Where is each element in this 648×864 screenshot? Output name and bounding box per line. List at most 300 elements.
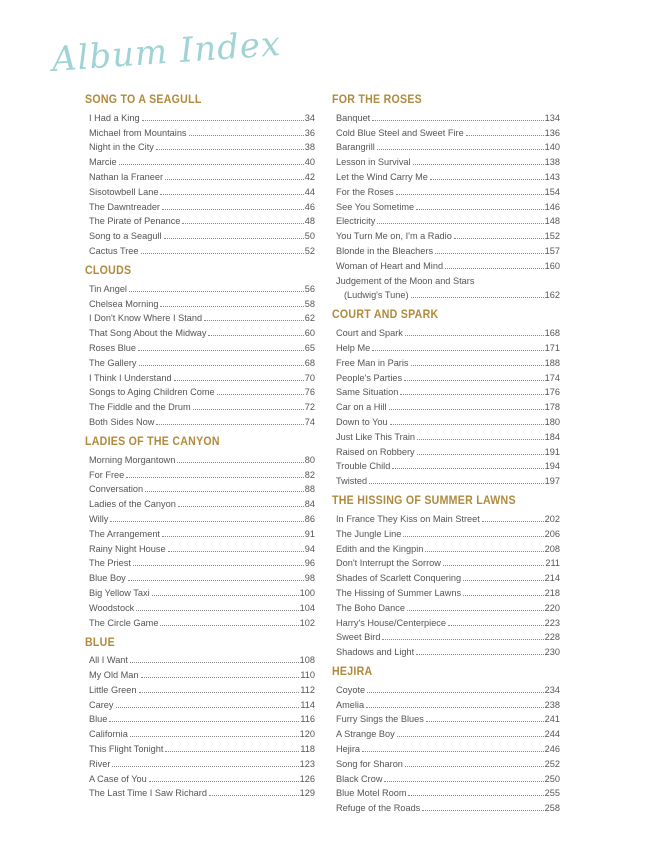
song-title: A Strange Boy xyxy=(336,729,395,740)
album-section-blue xyxy=(85,635,315,800)
song-entry xyxy=(332,242,560,257)
album-section-the-hissing-of-summer-lawns xyxy=(332,493,560,658)
song-title: The Arrangement xyxy=(89,528,160,539)
song-title: Shades of Scarlett Conquering xyxy=(336,573,462,584)
song-title: Blonde in the Bleachers xyxy=(336,245,434,256)
song-entry xyxy=(85,354,315,369)
page-number: 258 xyxy=(544,803,560,814)
page-number: 143 xyxy=(544,171,560,182)
song-title: Sisotowbell Lane xyxy=(89,186,159,197)
page-number: 104 xyxy=(299,602,315,613)
dot-leader xyxy=(178,506,304,507)
page-number: 250 xyxy=(544,773,560,784)
song-entry xyxy=(332,443,560,458)
album-heading: THE HISSING OF SUMMER LAWNS xyxy=(332,495,516,508)
song-entry xyxy=(332,198,560,213)
song-title: Let the Wind Carry Me xyxy=(336,171,428,182)
song-entry xyxy=(332,711,560,726)
song-entry xyxy=(85,614,315,629)
song-entry xyxy=(332,696,560,711)
song-entry xyxy=(332,139,560,154)
song-entry xyxy=(85,227,315,242)
song-entry xyxy=(332,725,560,740)
song-entry xyxy=(332,770,560,785)
page-number: 129 xyxy=(299,788,315,799)
song-entry xyxy=(85,413,315,428)
page-number: 34 xyxy=(304,112,315,123)
page-number: 56 xyxy=(304,283,315,294)
page-number: 86 xyxy=(304,513,315,524)
dot-leader xyxy=(152,595,299,596)
song-title: See You Sometime xyxy=(336,201,415,212)
page-number: 171 xyxy=(544,342,560,353)
dot-leader xyxy=(400,394,543,395)
song-title: The Gallery xyxy=(89,357,137,368)
song-entry xyxy=(85,153,315,168)
dot-leader xyxy=(116,707,300,708)
song-title: Harry's House/Centerpiece xyxy=(336,617,447,628)
song-title: The Boho Dance xyxy=(336,602,405,613)
song-title: Help Me xyxy=(336,342,371,353)
page-number: 152 xyxy=(544,231,560,242)
dot-leader xyxy=(425,551,543,552)
page-number: 230 xyxy=(544,647,560,658)
song-title: Just Like This Train xyxy=(336,431,415,442)
song-entry xyxy=(332,153,560,168)
song-entry xyxy=(85,280,315,295)
dot-leader xyxy=(208,335,303,336)
song-entry xyxy=(85,168,315,183)
page-number: 118 xyxy=(300,744,315,755)
dot-leader xyxy=(390,424,544,425)
page-number: 112 xyxy=(300,684,315,695)
song-entry xyxy=(332,339,560,354)
dot-leader xyxy=(367,692,544,693)
song-entry xyxy=(85,339,315,354)
song-title: The Last Time I Saw Richard xyxy=(89,788,207,799)
album-heading: LADIES OF THE CANYON xyxy=(85,435,220,448)
page-number: 114 xyxy=(300,699,315,710)
dot-leader xyxy=(482,521,544,522)
song-title: You Turn Me on, I'm a Radio xyxy=(336,231,452,242)
dot-leader xyxy=(130,736,299,737)
song-entry xyxy=(85,139,315,154)
song-title: Ladies of the Canyon xyxy=(89,499,176,510)
page-number: 74 xyxy=(304,416,315,427)
song-entry xyxy=(332,398,560,413)
song-title: Court and Spark xyxy=(336,328,403,339)
song-title: Blue Motel Room xyxy=(336,788,407,799)
page-number: 238 xyxy=(544,699,560,710)
page-number: 214 xyxy=(544,573,560,584)
song-title: Rainy Night House xyxy=(89,543,166,554)
song-title: Tin Angel xyxy=(89,283,127,294)
page-number: 234 xyxy=(544,684,560,695)
page-number: 191 xyxy=(544,446,560,457)
album-section-clouds xyxy=(85,263,315,428)
song-entry xyxy=(85,725,315,740)
song-title: Down to You xyxy=(336,416,388,427)
album-heading: COURT AND SPARK xyxy=(332,309,439,322)
page-number: 188 xyxy=(544,357,560,368)
dot-leader xyxy=(162,209,304,210)
page-number: 228 xyxy=(544,632,560,643)
dot-leader xyxy=(443,565,544,566)
page-number: 52 xyxy=(304,245,315,256)
song-entry xyxy=(85,555,315,570)
page-number: 157 xyxy=(544,245,560,256)
page-number: 110 xyxy=(300,670,315,681)
page-number: 98 xyxy=(304,573,315,584)
song-title: Free Man in Paris xyxy=(336,357,409,368)
page-number: 252 xyxy=(544,758,560,769)
page-number: 176 xyxy=(544,387,560,398)
page-number: 76 xyxy=(304,387,315,398)
song-entry xyxy=(332,354,560,369)
song-entry xyxy=(85,324,315,339)
song-entry xyxy=(85,540,315,555)
dot-leader xyxy=(112,766,298,767)
dot-leader xyxy=(416,209,544,210)
left-column xyxy=(85,92,315,805)
page-number: 180 xyxy=(544,416,560,427)
page-number: 218 xyxy=(544,587,560,598)
song-entry xyxy=(85,398,315,413)
dot-leader xyxy=(404,380,544,381)
song-entry xyxy=(85,242,315,257)
page-number: 136 xyxy=(544,127,560,138)
song-entry xyxy=(85,510,315,525)
song-title: Car on a Hill xyxy=(336,402,387,413)
page-number: 91 xyxy=(304,528,315,539)
song-title: Blue xyxy=(89,714,108,725)
album-section-court-and-spark xyxy=(332,307,560,487)
dot-leader xyxy=(156,424,303,425)
dot-leader xyxy=(362,751,544,752)
page-number: 94 xyxy=(304,543,315,554)
album-heading: FOR THE ROSES xyxy=(332,94,423,106)
dot-leader xyxy=(408,795,543,796)
dot-leader xyxy=(372,120,543,121)
dot-leader xyxy=(407,610,544,611)
page-number: 40 xyxy=(304,157,315,168)
song-title-continued: (Ludwig's Tune) xyxy=(344,290,409,301)
song-title: Trouble Child xyxy=(336,461,391,472)
dot-leader xyxy=(138,350,304,351)
dot-leader xyxy=(139,365,304,366)
song-entry xyxy=(332,227,560,242)
song-title: River xyxy=(89,758,111,769)
song-entry xyxy=(332,109,560,124)
song-title: Furry Sings the Blues xyxy=(336,714,424,725)
song-title: Edith and the Kingpin xyxy=(336,543,424,554)
page-number: 123 xyxy=(299,758,315,769)
dot-leader xyxy=(377,149,544,150)
dot-leader xyxy=(372,350,543,351)
song-title: Judgement of the Moon and Stars xyxy=(336,275,475,286)
album-section-hejira xyxy=(332,664,560,814)
dot-leader xyxy=(149,781,299,782)
page-number: 146 xyxy=(544,201,560,212)
song-title: Song for Sharon xyxy=(336,758,403,769)
song-entry xyxy=(332,272,560,287)
dot-leader xyxy=(422,810,543,811)
song-entry xyxy=(85,755,315,770)
dot-leader xyxy=(454,238,544,239)
song-title: Electricity xyxy=(336,216,376,227)
page-number: 108 xyxy=(299,655,315,666)
dot-leader xyxy=(384,781,543,782)
song-entry xyxy=(85,525,315,540)
dot-leader xyxy=(448,625,544,626)
dot-leader xyxy=(369,483,544,484)
song-entry xyxy=(332,614,560,629)
dot-leader xyxy=(392,468,543,469)
dot-leader xyxy=(204,320,304,321)
dot-leader xyxy=(165,179,304,180)
dot-leader xyxy=(160,194,303,195)
dot-leader xyxy=(405,766,544,767)
dot-leader xyxy=(411,297,544,298)
song-title: Cold Blue Steel and Sweet Fire xyxy=(336,127,464,138)
song-entry xyxy=(332,384,560,399)
dot-leader xyxy=(128,580,304,581)
song-title: Refuge of the Roads xyxy=(336,803,421,814)
dot-leader xyxy=(426,721,544,722)
dot-leader xyxy=(463,595,544,596)
song-title: People's Parties xyxy=(336,372,403,383)
song-entry xyxy=(85,599,315,614)
song-title: Morning Morgantown xyxy=(89,454,176,465)
dot-leader xyxy=(162,536,304,537)
song-title: The Dawntreader xyxy=(89,201,160,212)
page-number: 36 xyxy=(304,127,315,138)
page-number: 100 xyxy=(299,587,315,598)
dot-leader xyxy=(160,306,303,307)
song-entry xyxy=(332,799,560,814)
dot-leader xyxy=(165,751,299,752)
song-entry xyxy=(332,569,560,584)
song-entry xyxy=(332,168,560,183)
dot-leader xyxy=(136,610,298,611)
dot-leader xyxy=(405,335,544,336)
song-title: The Hissing of Summer Lawns xyxy=(336,587,462,598)
page-number: 168 xyxy=(544,328,560,339)
page-number: 120 xyxy=(299,729,315,740)
song-title: Hejira xyxy=(336,744,360,755)
page-number: 46 xyxy=(304,201,315,212)
page-number: 38 xyxy=(304,142,315,153)
song-entry xyxy=(85,481,315,496)
page-number: 211 xyxy=(545,558,560,569)
song-title: Blue Boy xyxy=(89,573,126,584)
song-title: Marcie xyxy=(89,157,117,168)
song-entry xyxy=(85,109,315,124)
dot-leader xyxy=(177,462,303,463)
song-title: Lesson in Survival xyxy=(336,157,411,168)
song-title: Willy xyxy=(89,513,109,524)
song-title: For Free xyxy=(89,469,125,480)
dot-leader xyxy=(182,223,303,224)
dot-leader xyxy=(189,135,304,136)
dot-leader xyxy=(416,654,544,655)
dot-leader xyxy=(389,409,544,410)
dot-leader xyxy=(377,223,543,224)
song-title: Song to a Seagull xyxy=(89,231,162,242)
song-entry xyxy=(85,310,315,325)
song-title: Big Yellow Taxi xyxy=(89,587,150,598)
dot-leader xyxy=(168,551,304,552)
album-section-ladies-of-the-canyon xyxy=(85,434,315,629)
page-number: 255 xyxy=(544,788,560,799)
song-entry xyxy=(332,510,560,525)
song-title: My Old Man xyxy=(89,670,139,681)
page-number: 140 xyxy=(544,142,560,153)
song-entry xyxy=(332,643,560,658)
song-title: Same Situation xyxy=(336,387,399,398)
song-entry xyxy=(85,681,315,696)
song-title: Chelsea Morning xyxy=(89,298,159,309)
song-entry xyxy=(85,198,315,213)
dot-leader xyxy=(209,795,299,796)
song-entry xyxy=(85,495,315,510)
dot-leader xyxy=(139,692,300,693)
song-title: Michael from Mountains xyxy=(89,127,187,138)
page-number: 241 xyxy=(544,714,560,725)
album-heading: BLUE xyxy=(85,636,115,649)
song-title: The Pirate of Penance xyxy=(89,216,181,227)
song-title: Banquet xyxy=(336,112,371,123)
song-title: Woodstock xyxy=(89,602,135,613)
page-number: 48 xyxy=(304,216,315,227)
song-title: Coyote xyxy=(336,684,366,695)
song-entry xyxy=(332,369,560,384)
song-entry xyxy=(332,472,560,487)
song-entry xyxy=(332,785,560,800)
album-heading: SONG TO A SEAGULL xyxy=(85,94,202,106)
song-title: Cactus Tree xyxy=(89,245,139,256)
song-entry xyxy=(332,740,560,755)
page-number: 44 xyxy=(304,186,315,197)
song-entry xyxy=(332,458,560,473)
song-entry xyxy=(332,257,560,272)
page-number: 126 xyxy=(299,773,315,784)
dot-leader xyxy=(156,149,304,150)
dot-leader xyxy=(142,120,304,121)
dot-leader xyxy=(413,164,544,165)
song-entry xyxy=(332,555,560,570)
dot-leader xyxy=(466,135,544,136)
song-entry xyxy=(85,711,315,726)
song-entry xyxy=(85,666,315,681)
song-entry xyxy=(332,124,560,139)
song-title: Both Sides Now xyxy=(89,416,155,427)
page-number: 72 xyxy=(304,402,315,413)
page-number: 60 xyxy=(304,328,315,339)
page-number: 62 xyxy=(304,313,315,324)
dot-leader xyxy=(133,565,304,566)
song-entry xyxy=(85,451,315,466)
song-title: Sweet Bird xyxy=(336,632,381,643)
song-title: A Case of You xyxy=(89,773,147,784)
song-entry xyxy=(85,124,315,139)
song-title: For the Roses xyxy=(336,186,394,197)
dot-leader xyxy=(463,580,544,581)
song-entry xyxy=(85,652,315,667)
song-entry xyxy=(85,384,315,399)
song-entry xyxy=(85,740,315,755)
song-title: That Song About the Midway xyxy=(89,328,207,339)
dot-leader xyxy=(403,536,543,537)
dot-leader xyxy=(126,477,304,478)
dot-leader xyxy=(119,164,304,165)
song-title: Night in the City xyxy=(89,142,154,153)
dot-leader xyxy=(193,409,304,410)
right-column xyxy=(332,92,560,820)
song-entry xyxy=(85,584,315,599)
page-number: 65 xyxy=(304,342,315,353)
song-entry xyxy=(332,525,560,540)
page-number: 102 xyxy=(299,617,315,628)
album-heading: CLOUDS xyxy=(85,264,132,277)
page-number: 174 xyxy=(544,372,560,383)
song-title: This Flight Tonight xyxy=(89,744,164,755)
song-entry xyxy=(332,755,560,770)
dot-leader xyxy=(417,454,544,455)
page-title: Album Index xyxy=(50,24,283,80)
page-number: 194 xyxy=(544,461,560,472)
song-title: I Had a King xyxy=(89,112,140,123)
dot-leader xyxy=(130,662,299,663)
page-number: 80 xyxy=(304,454,315,465)
page-number: 148 xyxy=(544,216,560,227)
song-entry xyxy=(332,413,560,428)
dot-leader xyxy=(141,253,304,254)
album-section-for-the-roses xyxy=(332,92,560,301)
song-entry-continued xyxy=(332,287,560,302)
page-number: 50 xyxy=(304,231,315,242)
song-entry xyxy=(85,213,315,228)
page-number: 246 xyxy=(544,744,560,755)
page-number: 202 xyxy=(544,513,560,524)
page-number: 244 xyxy=(544,729,560,740)
dot-leader xyxy=(430,179,544,180)
dot-leader xyxy=(160,625,298,626)
song-entry xyxy=(85,183,315,198)
page-number: 116 xyxy=(300,714,315,725)
song-title: Barangrill xyxy=(336,142,375,153)
dot-leader xyxy=(141,677,300,678)
page-number: 82 xyxy=(304,469,315,480)
page-number: 178 xyxy=(544,402,560,413)
song-entry xyxy=(85,369,315,384)
page-number: 162 xyxy=(544,290,560,301)
song-title: The Circle Game xyxy=(89,617,159,628)
song-entry xyxy=(332,183,560,198)
song-title: In France They Kiss on Main Street xyxy=(336,513,480,524)
page-number: 206 xyxy=(544,528,560,539)
page-number: 184 xyxy=(544,431,560,442)
page-number: 70 xyxy=(304,372,315,383)
song-title: Nathan la Franeer xyxy=(89,171,164,182)
album-heading: HEJIRA xyxy=(332,666,373,679)
song-entry xyxy=(85,569,315,584)
dot-leader xyxy=(435,253,544,254)
song-entry xyxy=(85,785,315,800)
dot-leader xyxy=(109,721,299,722)
song-title: I Don't Know Where I Stand xyxy=(89,313,203,324)
song-entry xyxy=(332,584,560,599)
